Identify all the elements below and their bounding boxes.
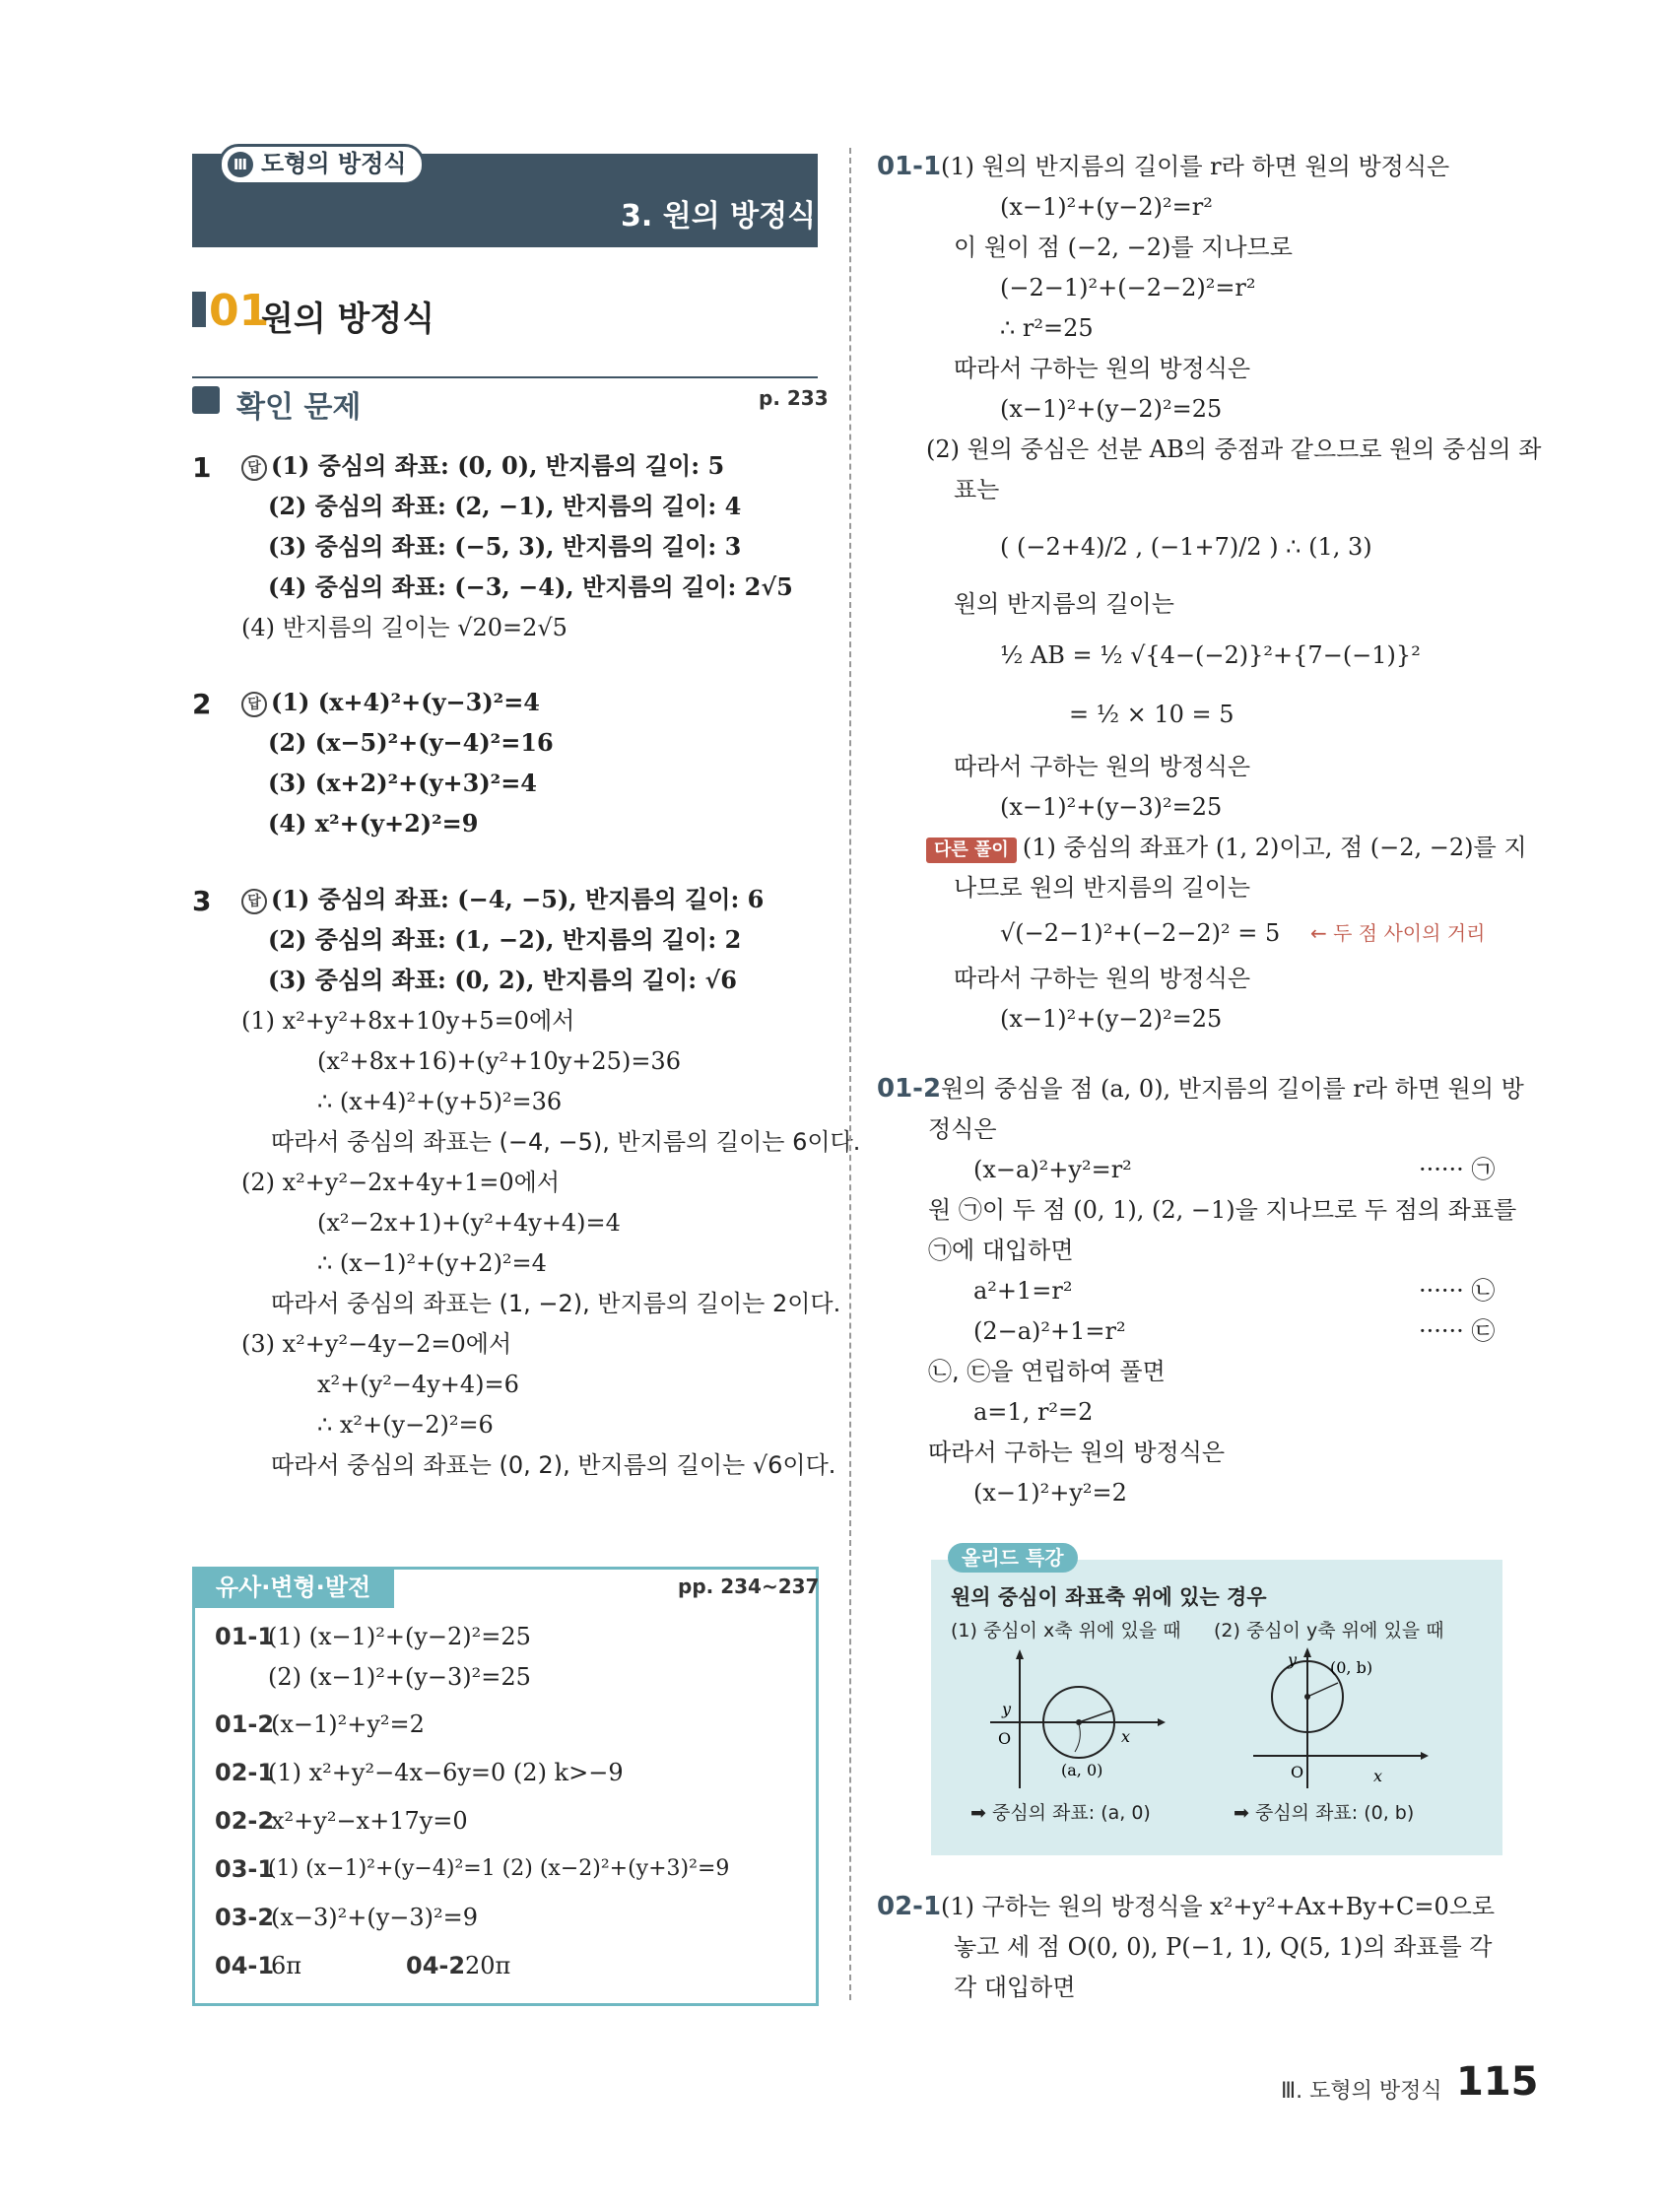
answer-text: (1) (x−1)²+(y−2)²=25 [268,1623,531,1650]
axis-y-label: y [1288,1650,1298,1669]
solution-line: (2−a)²+1=r² [973,1317,1126,1345]
solution-line: 이 원이 점 (−2, −2)를 지나므로 [954,234,1293,261]
solution-line: ∴ (x+4)²+(y+5)²=36 [317,1088,563,1115]
special-caption-2: ➡ 중심의 좌표: (0, b) [1234,1802,1415,1824]
alt-solution-line: √(−2−1)²+(−2−2)² = 5 [1000,919,1281,947]
solution-line: (−2−1)²+(−2−2)²=r² [1000,274,1256,302]
answer-text: (x−3)²+(y−3)²=9 [271,1904,479,1931]
check-page-ref: p. 233 [759,386,829,410]
answer-label: 02-1 [215,1759,275,1786]
special-caption-1: ➡ 중심의 좌표: (a, 0) [970,1802,1151,1824]
footer-chapter: Ⅲ. 도형의 방정식 [1281,2079,1442,2104]
check-title: 확인 문제 [236,390,362,425]
answer-line: 답 (1) 중심의 좌표: (0, 0), 반지름의 길이: 5 [241,451,724,481]
problem-label: 01-1 [877,152,942,181]
equation-mark: ······ ㉢ [1419,1317,1496,1345]
answer-line: (2) 중심의 좌표: (2, −1), 반지름의 길이: 4 [268,492,742,520]
solution-line: (x²−2x+1)+(y²+4y+4)=4 [317,1209,621,1237]
answer-mark-icon: 답 [241,692,267,717]
answer-line: (3) (x+2)²+(y+3)²=4 [268,769,537,797]
unit-title: 원의 방정식 [261,300,435,339]
solution-line: 원의 중심을 점 (a, 0), 반지름의 길이를 r라 하면 원의 방 [941,1075,1524,1103]
answer-text: (2) (x−1)²+(y−3)²=25 [268,1663,531,1691]
answer-label: 04-2 [406,1952,466,1979]
point-label: (0, b) [1330,1658,1373,1677]
solution-line: ㉠에 대입하면 [928,1237,1074,1264]
solution-line: ∴ x²+(y−2)²=6 [317,1411,494,1439]
chapter-pill [219,144,425,185]
solution-line: (x²+8x+16)+(y²+10y+25)=36 [317,1047,681,1075]
solution-line: 따라서 중심의 좌표는 (0, 2), 반지름의 길이는 √6이다. [271,1451,836,1479]
solution-line: (1) 원의 반지름의 길이를 r라 하면 원의 방정식은 [941,153,1450,180]
answer-mark-icon: 답 [241,455,267,481]
answer-label: 01-1 [215,1623,275,1650]
question-number: 1 [192,451,212,484]
chapter-name: 도형의 방정식 [261,150,407,177]
answer-label: 01-2 [215,1710,275,1738]
solution-line: 따라서 중심의 좌표는 (1, −2), 반지름의 길이는 2이다. [271,1290,841,1317]
answer-line: (2) 중심의 좌표: (1, −2), 반지름의 길이: 2 [268,925,742,954]
question-number: 3 [192,885,212,917]
answer-summary-tab: 유사·변형·발전 [192,1567,394,1608]
solution-line: (2) 원의 중심은 선분 AB의 중점과 같으므로 원의 중심의 좌 [926,436,1542,463]
solution-line: (x−1)²+(y−2)²=r² [1000,193,1213,221]
solution-line: (x−1)²+y²=2 [973,1479,1127,1507]
answer-label: 03-1 [215,1855,275,1883]
alt-solution-line: (x−1)²+(y−2)²=25 [1000,1005,1223,1033]
solution-line: (x−1)²+(y−3)²=25 [1000,793,1223,821]
alt-solution-line: 나므로 원의 반지름의 길이는 [954,874,1251,902]
solution-line: (4) 반지름의 길이는 √20=2√5 [241,614,567,641]
unit-marker [192,292,206,327]
solution-line: ½ AB = ½ √{4−(−2)}²+{7−(−1)}² [1000,641,1421,669]
solution-line: (x−a)²+y²=r² [973,1156,1132,1183]
special-sub-1: (1) 중심이 x축 위에 있을 때 [951,1620,1181,1642]
column-divider [849,148,851,2000]
answer-text: (1) x²+y²−4x−6y=0 (2) k>−9 [268,1759,624,1786]
solution-line: x²+(y²−4y+4)=6 [317,1371,519,1398]
answer-text: (1) (x−1)²+(y−4)²=1 (2) (x−2)²+(y+3)²=9 [268,1856,730,1881]
axis-x-label: x [1121,1727,1131,1746]
solution-line: 각 대입하면 [954,1974,1076,2001]
chapter-roman: Ⅲ [228,152,253,177]
solution-line: 표는 [954,476,1000,503]
solution-line: ∴ (x−1)²+(y+2)²=4 [317,1249,547,1277]
origin-label: O [1291,1763,1304,1781]
solution-line: 원의 반지름의 길이는 [954,590,1174,618]
point-label: (a, 0) [1061,1761,1103,1779]
solution-line: (x−1)²+(y−2)²=25 [1000,395,1223,423]
alt-solution-line: 다른 풀이 (1) 중심의 좌표가 (1, 2)이고, 점 (−2, −2)를 지 [926,833,1527,863]
special-title: 원의 중심이 좌표축 위에 있는 경우 [951,1585,1267,1609]
circle-on-x-axis-diagram [980,1645,1168,1793]
answer-line: (3) 중심의 좌표: (−5, 3), 반지름의 길이: 3 [268,532,742,561]
origin-label: O [998,1729,1012,1748]
solution-line: = ½ × 10 = 5 [1069,701,1234,728]
answer-label: 03-2 [215,1904,275,1931]
axis-x-label: x [1373,1767,1383,1785]
answer-label: 02-2 [215,1807,275,1835]
solution-line: (1) 구하는 원의 방정식을 x²+y²+Ax+By+C=0으로 [941,1893,1496,1920]
solution-line: a²+1=r² [973,1277,1073,1305]
solution-line: (1) x²+y²+8x+10y+5=0에서 [241,1007,575,1035]
answer-text: (x−1)²+y²=2 [271,1710,425,1738]
answer-line: 답 (1) 중심의 좌표: (−4, −5), 반지름의 길이: 6 [241,885,764,914]
alt-solution-line: 따라서 구하는 원의 방정식은 [954,965,1251,992]
answer-label: 04-1 [215,1952,275,1979]
unit-number: 01 [209,286,270,336]
solution-line: 원 ㉠이 두 점 (0, 1), (2, −1)을 지나므로 두 점의 좌표를 [928,1196,1517,1224]
problem-label: 01-2 [877,1074,942,1104]
solution-line: 놓고 세 점 O(0, 0), P(−1, 1), Q(5, 1)의 좌표를 각 [954,1933,1493,1961]
answer-page-ref: pp. 234~237 [678,1575,820,1598]
special-sub-2: (2) 중심이 y축 위에 있을 때 [1214,1620,1444,1642]
circle-on-y-axis-diagram [1243,1645,1431,1793]
solution-line: 따라서 구하는 원의 방정식은 [954,355,1251,382]
answer-text: 20π [465,1952,511,1979]
solution-line: 정식은 [928,1115,997,1143]
special-lecture-tag: 올리드 특강 [948,1543,1078,1573]
solution-line: 따라서 구하는 원의 방정식은 [928,1439,1226,1466]
annotation-note: ← 두 점 사이의 거리 [1310,921,1486,945]
equation-mark: ······ ㉠ [1419,1156,1496,1183]
solution-line: a=1, r²=2 [973,1398,1094,1426]
solution-line: ㉡, ㉢을 연립하여 풀면 [928,1358,1166,1385]
equation-mark: ······ ㉡ [1419,1277,1496,1305]
check-divider [192,376,818,378]
answer-text: 6π [271,1952,302,1979]
answer-line: 답 (1) (x+4)²+(y−3)²=4 [241,688,540,717]
alt-solution-tag: 다른 풀이 [926,838,1017,863]
solution-line: (2) x²+y²−2x+4y+1=0에서 [241,1169,561,1196]
check-icon [192,386,220,414]
solution-line: ∴ r²=25 [1000,314,1094,342]
answer-line: (2) (x−5)²+(y−4)²=16 [268,728,554,757]
solution-line: ( (−2+4)/2 , (−1+7)/2 ) ∴ (1, 3) [1000,533,1372,561]
axis-y-label: y [1002,1700,1012,1718]
answer-mark-icon: 답 [241,889,267,914]
answer-line: (4) 중심의 좌표: (−3, −4), 반지름의 길이: 2√5 [268,572,793,601]
section-title: 3. 원의 방정식 [621,199,817,234]
solution-line: 따라서 구하는 원의 방정식은 [954,753,1251,780]
solution-line: 따라서 중심의 좌표는 (−4, −5), 반지름의 길이는 6이다. [271,1128,861,1156]
answer-line: (3) 중심의 좌표: (0, 2), 반지름의 길이: √6 [268,966,737,994]
page-number: 115 [1456,2059,1539,2105]
answer-line: (4) x²+(y+2)²=9 [268,809,479,838]
question-number: 2 [192,688,212,720]
problem-label: 02-1 [877,1892,942,1921]
solution-line: (3) x²+y²−4y−2=0에서 [241,1330,512,1358]
answer-text: x²+y²−x+17y=0 [271,1807,468,1835]
